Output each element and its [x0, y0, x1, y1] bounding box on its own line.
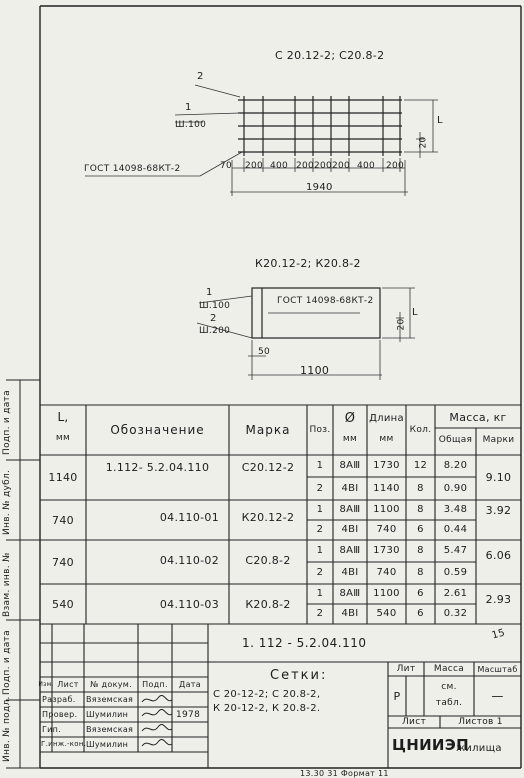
rev-label-list: Лист: [57, 679, 79, 689]
dim-200-c: 200: [314, 161, 333, 171]
row1-phi2: 4ВⅠ: [341, 482, 359, 494]
header-mass-mark: Марки: [482, 434, 515, 445]
mass-value-2: табл.: [435, 697, 463, 708]
drawing1-title: С 20.12-2; С20.8-2: [275, 49, 385, 62]
name-razrab: Вяземская: [86, 695, 134, 704]
scale-label: Масштаб: [477, 664, 518, 674]
row3-qty1: 8: [417, 545, 424, 556]
rev-label-izm: Изм.: [38, 680, 54, 688]
row3-pos2: 2: [316, 567, 324, 578]
drawing1-callout-2: 2: [197, 71, 204, 82]
side-vzam-inv: Взам. инв. №: [2, 552, 12, 617]
header-designation: Обозначение: [110, 423, 205, 437]
drawing2-title: К20.12-2; К20.8-2: [255, 257, 361, 270]
dim-200-e: 200: [386, 161, 405, 171]
header-pos: Поз.: [309, 424, 331, 435]
row1-phi1: 8АⅢ: [339, 460, 361, 471]
row3-designation: 04.110-02: [159, 553, 219, 567]
row1-mass-mark: 9.10: [485, 471, 512, 484]
header-length: Длина: [369, 413, 404, 424]
row3-l: 740: [52, 555, 74, 569]
header-mass: Масса, кг: [449, 410, 507, 424]
row1-pos2: 2: [316, 482, 324, 494]
drawing2-callout-sh100: Ш.100: [199, 301, 231, 311]
row4-phi2: 4ВⅠ: [341, 608, 359, 619]
row3-mass2: 0.59: [443, 567, 468, 578]
org-suffix: жилища: [456, 743, 502, 754]
date-prover: 1978: [176, 710, 201, 720]
lit-label: Лит: [396, 664, 416, 674]
title-items: С 20-12-2; С 20.8-2,: [213, 689, 321, 700]
row3-mass1: 5.47: [443, 545, 468, 556]
drawing2-callout-2: 2: [210, 313, 217, 324]
signatures: [138, 692, 178, 752]
doc-number: 1. 112 - 5.2.04.110: [242, 636, 367, 650]
row2-pos1: 1: [316, 504, 324, 515]
side-podp-data-2: Подп. и дата: [2, 390, 12, 455]
dim-70: 70: [220, 161, 233, 171]
row4-length2: 540: [376, 608, 397, 619]
sheets-label: Листов 1: [458, 716, 503, 727]
row2-mass2: 0.44: [443, 524, 468, 535]
dim-200-b: 200: [296, 161, 315, 171]
side-podp-data-1: Подп. и дата: [2, 630, 12, 695]
row2-qty2: 6: [417, 524, 424, 535]
row4-mass-mark: 2.93: [485, 592, 512, 606]
row2-l: 740: [52, 513, 74, 527]
drawing2-callout-sh200: Ш.200: [199, 326, 231, 336]
row2-phi1: 8АⅢ: [339, 504, 361, 515]
name-gip: Вяземская: [86, 725, 134, 734]
header-l-unit: мм: [55, 432, 71, 443]
row3-phi2: 4ВⅠ: [341, 567, 359, 578]
role-prover: Провер.: [42, 710, 78, 719]
name-prover: Шумилин: [86, 710, 129, 719]
row4-l: 540: [52, 597, 74, 611]
drawing2-callout-1: 1: [206, 287, 213, 298]
row3-mark: С20.8-2: [245, 553, 291, 567]
header-length-unit: мм: [379, 433, 394, 444]
footer-partial: 13.30 31 Формат 11: [300, 769, 389, 778]
row4-designation: 04.110-03: [159, 597, 219, 611]
role-ginzh: Г.инж.-кон.: [41, 740, 87, 748]
dim-200-d: 200: [332, 161, 351, 171]
row1-qty2: 8: [417, 482, 424, 494]
row4-length1: 1100: [373, 588, 400, 599]
rev-label-date: Дата: [179, 679, 201, 689]
row1-qty1: 12: [413, 460, 428, 471]
row3-length1: 1730: [373, 545, 400, 556]
lit-value: Р: [393, 689, 401, 703]
header-phi-unit: мм: [342, 433, 358, 444]
drawing2-total: 1100: [300, 364, 330, 377]
row4-mass2: 0.32: [443, 608, 468, 619]
row1-length1: 1730: [373, 460, 400, 471]
row3-qty2: 8: [417, 567, 424, 578]
row1-l: 1140: [48, 471, 78, 484]
role-razrab: Разраб.: [42, 695, 76, 704]
drawing2-height-mark: L: [412, 307, 418, 318]
row1-pos1: 1: [316, 460, 324, 471]
row3-pos1: 1: [316, 545, 324, 556]
org-name: ЦНИИЭП: [392, 736, 469, 754]
header-mass-total: Общая: [438, 434, 473, 445]
row3-phi1: 8АⅢ: [339, 545, 361, 556]
mass-label: Масса: [433, 664, 465, 674]
dim-400-b: 400: [357, 161, 376, 171]
row2-mass-mark: 3.92: [485, 503, 512, 517]
header-phi: Ø: [344, 410, 356, 426]
drawing1-height-mark: L: [437, 115, 443, 126]
dim-200-a: 200: [245, 161, 264, 171]
drawing1-height-dim: 20: [418, 136, 429, 149]
row1-designation: 1.112- 5.2.04.110: [105, 460, 210, 474]
row1-mass1: 8.20: [443, 460, 468, 471]
side-inv-podl: Инв. № подл.: [2, 696, 12, 762]
name-ginzh: Шумилин: [86, 740, 129, 749]
row4-mass1: 2.61: [443, 588, 468, 599]
rev-label-sign: Подп.: [142, 679, 168, 689]
row2-length1: 1100: [373, 504, 400, 515]
row3-length2: 740: [376, 567, 397, 578]
sheet-mark: 15: [490, 627, 507, 642]
mass-value: см.: [441, 681, 457, 692]
sheet-label: Лист: [401, 716, 426, 727]
rev-label-doc: № докум.: [90, 679, 132, 689]
row4-qty2: 6: [417, 608, 424, 619]
role-gip: Гип.: [42, 725, 62, 734]
row2-length2: 740: [376, 524, 397, 535]
row4-qty1: 6: [417, 588, 424, 599]
scale-value: —: [491, 689, 504, 703]
drawing2-dim-50: 50: [258, 347, 271, 357]
header-l: L,: [57, 410, 69, 424]
row2-mark: К20.12-2: [241, 510, 295, 524]
row1-mass2: 0.90: [443, 482, 468, 494]
row2-mass1: 3.48: [443, 504, 468, 515]
header-mark: Марка: [245, 423, 291, 437]
row4-pos1: 1: [316, 588, 324, 599]
side-inv-dubl: Инв. № дубл.: [2, 469, 12, 535]
drawing1-callout-sh: Ш.100: [175, 120, 207, 130]
dim-400-a: 400: [270, 161, 289, 171]
row2-designation: 04.110-01: [159, 510, 219, 524]
row3-mass-mark: 6.06: [485, 548, 512, 562]
drawing2-gost: ГОСТ 14098-68КТ-2: [277, 296, 374, 306]
header-qty: Кол.: [409, 424, 432, 435]
drawing1-gost: ГОСТ 14098-68КТ-2: [84, 164, 181, 174]
drawing2-height-dim: 20: [396, 318, 407, 331]
row2-phi2: 4ВⅠ: [341, 524, 359, 535]
row4-pos2: 2: [316, 608, 324, 619]
drawing1-total: 1940: [306, 182, 333, 193]
row2-qty1: 8: [417, 504, 424, 515]
row4-mark: К20.8-2: [245, 597, 291, 611]
row2-pos2: 2: [316, 524, 324, 535]
row4-phi1: 8АⅢ: [339, 588, 361, 599]
title-main: Сетки:: [270, 668, 328, 683]
row1-length2: 1140: [373, 482, 400, 494]
drawing1-callout-1: 1: [185, 102, 192, 113]
title-items-2: К 20-12-2, К 20.8-2.: [213, 703, 321, 714]
row1-mark: С20.12-2: [241, 460, 295, 474]
